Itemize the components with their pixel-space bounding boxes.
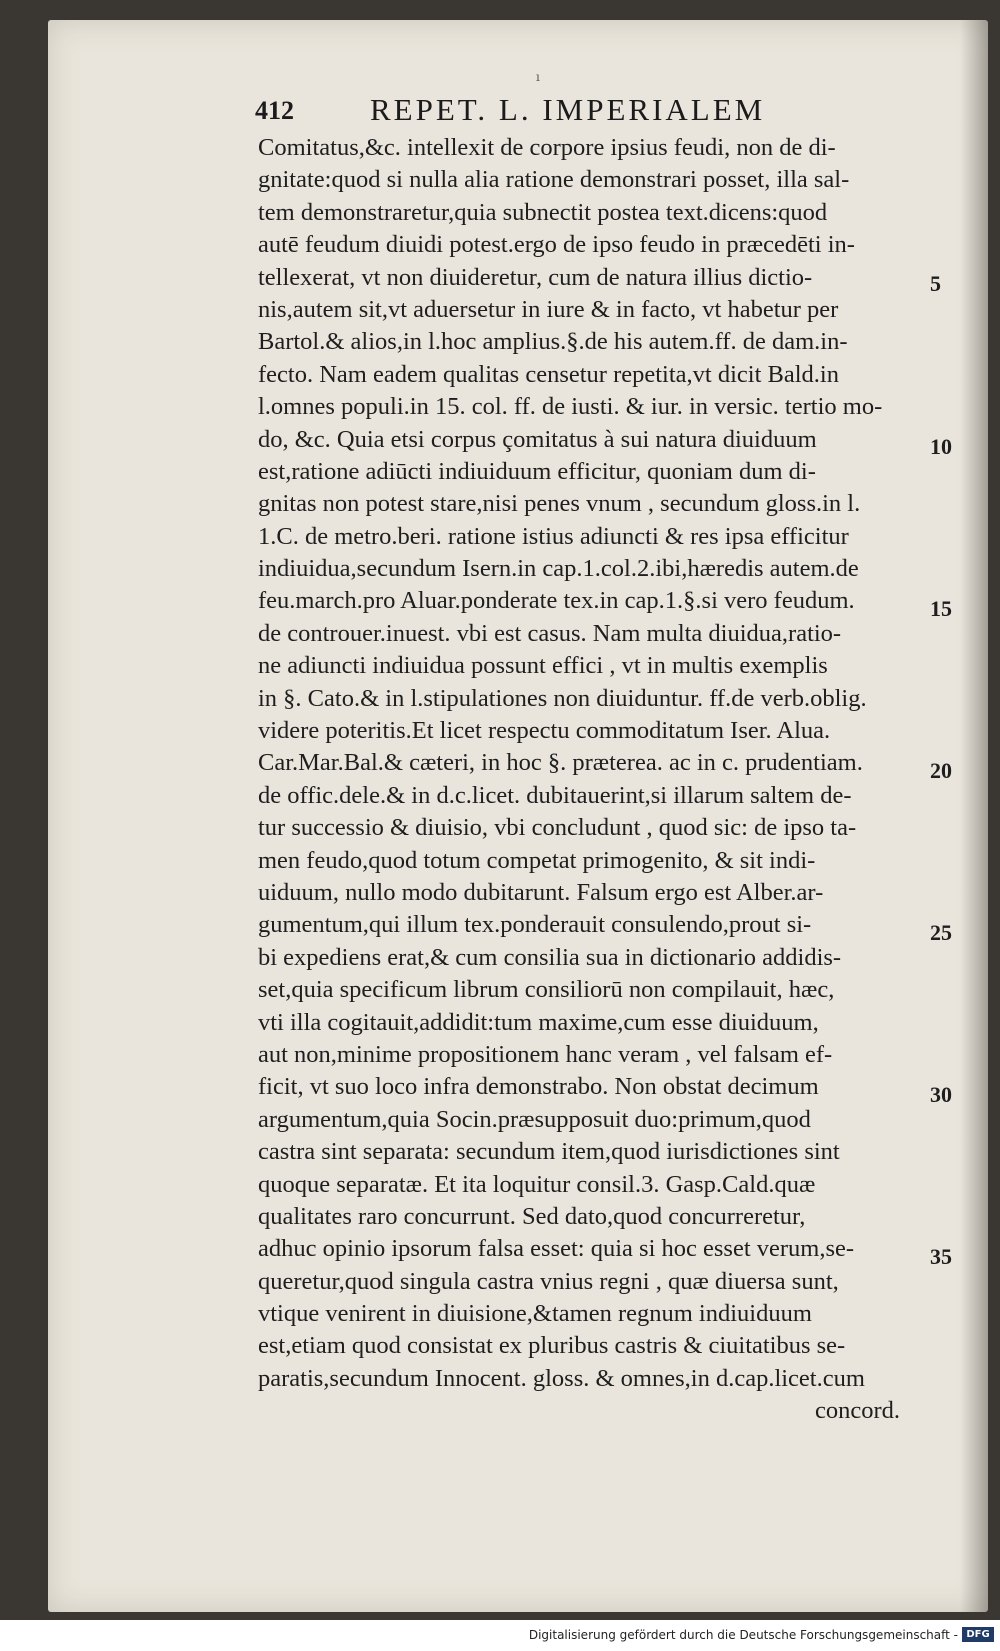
page-number: 412 <box>255 96 294 125</box>
text-line: Bartol.& alios,in l.hoc amplius.§.de his autem.ff. de dam.in- <box>258 328 848 356</box>
text-line: vtique venirent in diuisione,&tamen regnum indiuiduum <box>258 1300 812 1328</box>
text-line: 1.C. de metro.beri. ratione istius adiuncti & res ipsa efficitur <box>258 522 849 550</box>
line-number-25: 25 <box>930 920 952 945</box>
text-line: do, &c. Quia etsi corpus çomitatus à sui natura diuiduum <box>258 425 817 453</box>
footer-bar <box>0 1624 1000 1651</box>
text-line: tur successio & diuisio, vbi concludunt , quod sic: de ipso ta- <box>258 814 857 842</box>
text-line: ficit, vt suo loco infra demonstrabo. Non obstat decimum <box>258 1073 819 1101</box>
text-line: tellexerat, vt non diuideretur, cum de natura illius dictio- <box>258 263 813 291</box>
text-line: indiuidua,secundum Isern.in cap.1.col.2.ibi,hæredis autem.de <box>258 555 859 583</box>
text-line: Comitatus,&c. intellexit de corpore ipsius feudi, non de di- <box>258 134 836 161</box>
line-number-20: 20 <box>930 758 952 783</box>
text-line: paratis,secundum Innocent. gloss. & omnes,in d.cap.licet.cum <box>258 1364 865 1392</box>
dfg-logo-icon: DFG <box>962 1627 994 1642</box>
text-line: l.omnes populi.in 15. col. ff. de iusti. & iur. in versic. tertio mo- <box>258 393 883 421</box>
body-text <box>258 132 938 1428</box>
page-edge-shadow <box>960 20 988 1612</box>
text-line: gnitas non potest stare,nisi penes vnum , secundum gloss.in l. <box>258 490 861 518</box>
line-number-10: 10 <box>930 434 952 459</box>
text-line: queretur,quod singula castra vnius regni , quæ diuersa sunt, <box>258 1267 839 1295</box>
page-header <box>255 92 815 132</box>
page-mark: ı <box>536 70 540 84</box>
text-line: tem demonstraretur,quia subnectit postea text.dicens:quod <box>258 198 828 226</box>
line-number-35: 35 <box>930 1244 952 1269</box>
text-line: autē feudum diuidi potest.ergo de ipso feudo in præcedēti in- <box>258 231 855 259</box>
text-line: gumentum,qui illum tex.ponderauit consulendo,prout si- <box>258 911 812 939</box>
text-line: gnitate:quod si nulla alia ratione demonstrari posset, illa sal- <box>258 166 850 194</box>
text-line: aut non,minime propositionem hanc veram , vel falsam ef- <box>258 1040 833 1068</box>
line-number-5: 5 <box>930 271 941 296</box>
text-line: videre poteritis.Et licet respectu commoditatum Iser. Alua. <box>258 717 831 745</box>
text-line: vti illa cogitauit,addidit:tum maxime,cum esse diuiduum, <box>258 1008 819 1036</box>
text-line: de offic.dele.& in d.c.licet. dubitauerint,si illarum saltem de- <box>258 781 852 809</box>
text-line: men feudo,quod totum competat primogenito, & sit indi- <box>258 846 816 874</box>
text-line: fecto. Nam eadem qualitas censetur repetita,vt dicit Bald.in <box>258 360 839 388</box>
text-line: Car.Mar.Bal.& cæteri, in hoc §. præterea. ac in c. prudentiam. <box>258 749 863 777</box>
text-line: quoque separatæ. Et ita loquitur consil.3. Gasp.Cald.quæ <box>258 1170 816 1198</box>
text-line: adhuc opinio ipsorum falsa esset: quia si hoc esset verum,se- <box>258 1235 855 1263</box>
text-line: bi expediens erat,& cum consilia sua in dictionario addidis- <box>258 943 842 971</box>
text-line: de controuer.inuest. vbi est casus. Nam multa diuidua,ratio- <box>258 619 842 647</box>
text-line: est,etiam quod consistat ex pluribus castris & ciuitatibus se- <box>258 1332 846 1360</box>
text-line: castra sint separata: secundum item,quod iurisdictiones sint <box>258 1138 840 1166</box>
text-line: nis,autem sit,vt aduersetur in iure & in facto, vt habetur per <box>258 295 839 323</box>
text-line: uiduum, nullo modo dubitarunt. Falsum ergo est Alber.ar- <box>258 878 824 906</box>
running-head: REPET. L. IMPERIALEM <box>370 92 766 127</box>
text-line: feu.march.pro Aluar.ponderate tex.in cap.1.§.si vero feudum. <box>258 587 855 615</box>
text-line: set,quia specificum librum consiliorū non compilauit, hæc, <box>258 976 835 1004</box>
text-line: qualitates raro concurrunt. Sed dato,quod concurreretur, <box>258 1202 806 1230</box>
catchword: concord. <box>814 1397 900 1425</box>
text-line: argumentum,quia Socin.præsupposuit duo:primum,quod <box>258 1105 811 1133</box>
text-line: in §. Cato.& in l.stipulationes non diuiduntur. ff.de verb.oblig. <box>258 684 867 712</box>
line-number-15: 15 <box>930 596 952 621</box>
text-line: est,ratione adiūcti indiuiduum efficitur, quoniam dum di- <box>258 457 816 485</box>
line-number-30: 30 <box>930 1082 952 1107</box>
funding-note: Digitalisierung gefördert durch die Deutsche Forschungsgemeinschaft - <box>528 1628 958 1642</box>
text-line: ne adiuncti indiuidua possunt effici , vt in multis exemplis <box>258 652 828 680</box>
